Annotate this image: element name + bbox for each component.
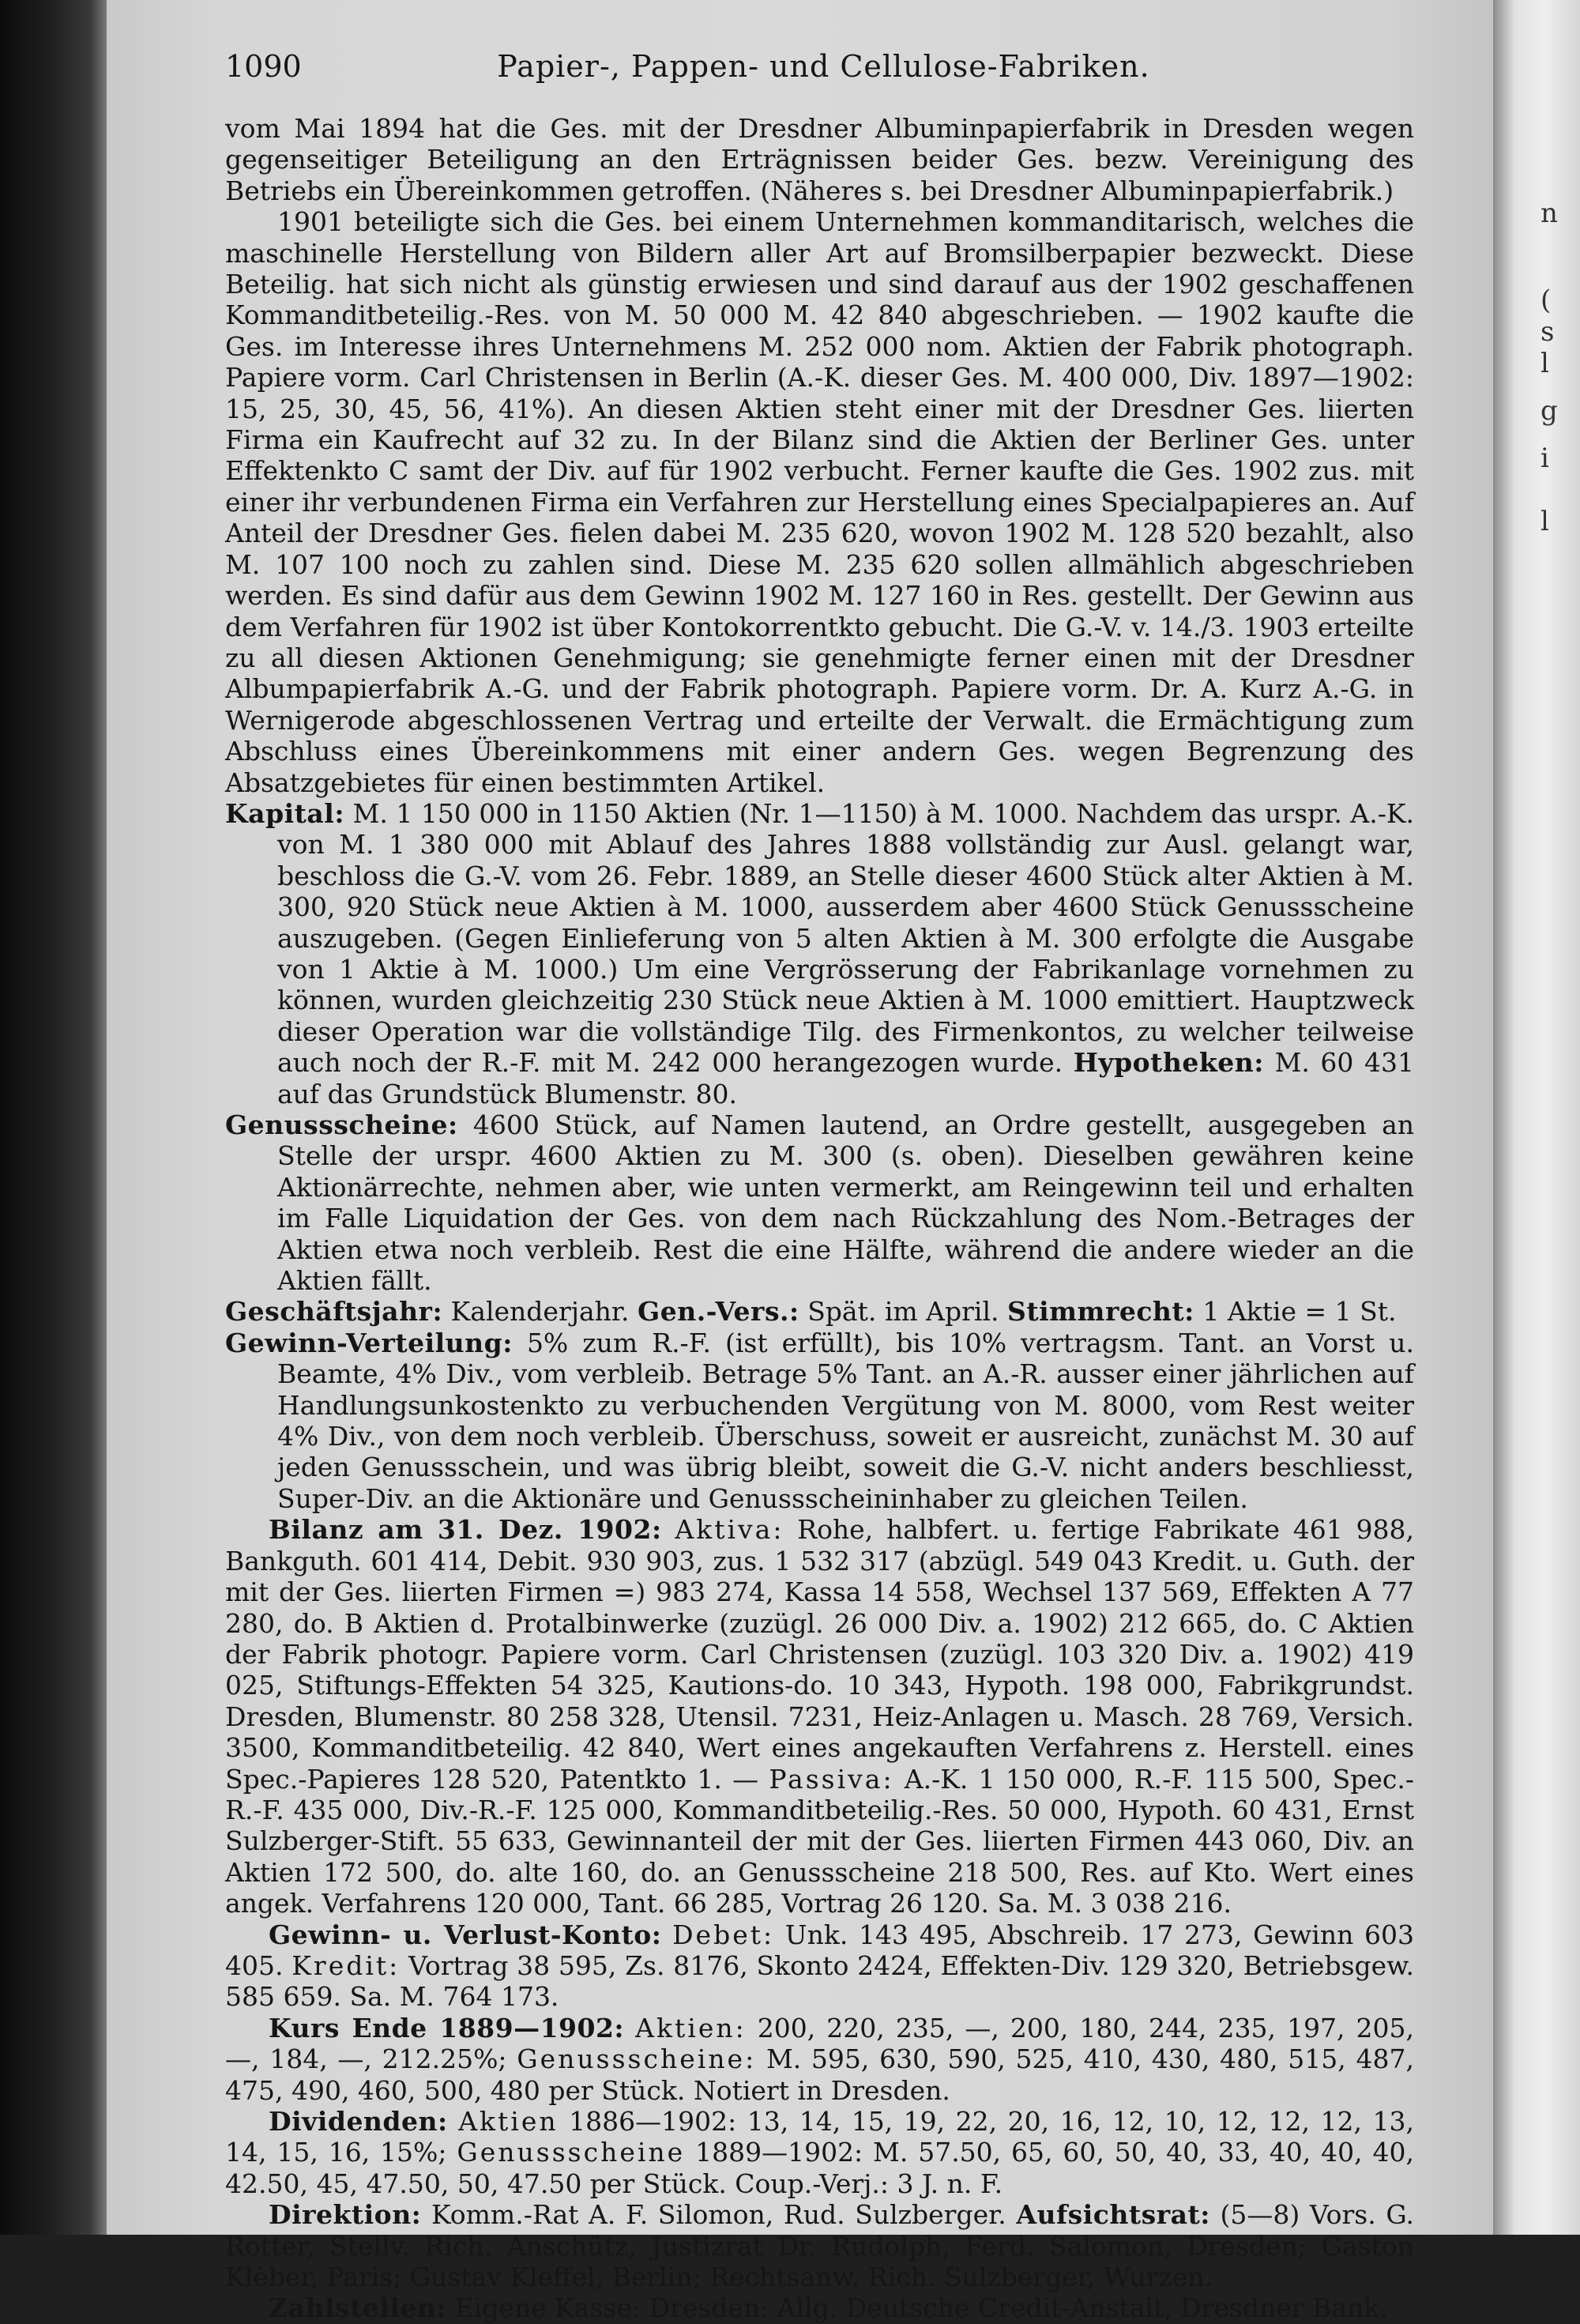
bilanz-label: Bilanz am 31. Dez. 1902: — [269, 1514, 662, 1546]
aktiva-text: Rohe, halbfert. u. fertige Fabrikate 461 988, Bankguth. 601 414, Debit. 930 903, zus. 1 532 317 (abzügl. 549 043 Kredit. u. Guth. der mit der Ges. liierten Firmen =) 983 274, Kassa 14 558, Wechsel 137 569, Effekten A 77 280, do. B Aktien d. Protalbinwerke (zuzügl. 26 000 Div. a. 1902) 212 665, do. C Aktien der Fabrik photogr. Papiere vorm. Carl Christensen (zuzügl. 103 320 Div. a. 1902) 419 025, Stiftungs-Effekten 54 325, Kautions-do. 10 343, Hypoth. 198 000, Fabrikgrundst. Dresden, Blumenstr. 80 258 328, Utensil. 7231, Heiz-Anlagen u. Masch. 28 769, Versich. 3500, Kommanditbeteilig. 42 840, Wert eines angekauften Verfahrens z. Herstell. eines Spec.-Papieres 128 520, Patentkto 1. — — [225, 1514, 1414, 1795]
stimmrecht-label: Stimmrecht: — [1007, 1296, 1194, 1328]
dividenden-aktien-label: Aktien — [458, 2106, 559, 2137]
passiva-label: Passiva: — [769, 1763, 894, 1795]
gewinn-verteilung-label: Gewinn-Verteilung: — [225, 1327, 513, 1358]
kapital-label: Kapital: — [225, 797, 345, 829]
edge-fragment: l — [1540, 348, 1549, 379]
stimmrecht-text: 1 Aktie = 1 St. — [1202, 1296, 1397, 1328]
edge-fragment: ( — [1540, 284, 1552, 316]
book-page — [107, 0, 1493, 2324]
aufsichtsrat-label: Aufsichtsrat: — [1016, 2199, 1210, 2231]
geschaeftsjahr-label: Geschäftsjahr: — [225, 1296, 443, 1328]
kapital-section — [225, 798, 1414, 1109]
geschaeftsjahr-text: Kalenderjahr. — [450, 1296, 630, 1328]
direktion-section — [225, 2199, 1414, 2292]
kredit-text: Vortrag 38 595, Zs. 8176, Skonto 2424, Effekten-Div. 129 320, Betriebsgew. 585 659. Sa. M. 764 173. — [225, 1949, 1415, 2013]
zahlstellen-label: Zahlstellen: — [269, 2292, 447, 2324]
aufsichtsrat-text: (5—8) Vors. G. Rotter, Stellv. Rich. Anschütz, Justizrat Dr. Rudolph, Ferd. Salomon, Dresden; Gaston Klèber, Paris; Gustav Kleffel, Berlin; Rechtsanw. Rich. Sulzberger, Wurzen. — [225, 2199, 1415, 2293]
kurs-aktien-label: Aktien: — [635, 2012, 747, 2043]
kurs-genuss-text: M. 595, 630, 590, 525, 410, 430, 480, 515, 487, 475, 490, 460, 500, 480 per Stück. Notiert in Dresden. — [225, 2043, 1414, 2106]
intro-paragraph-1: vom Mai 1894 hat die Ges. mit der Dresdner Albuminpapierfabrik in Dresden wegen gegenseitiger Beteiligung an den Erträgnissen beider Ges. bezw. Vereinigung des Betriebs ein Übereinkommen getroffen. (Näheres s. bei Dresdner Albuminpapierfabrik.) — [225, 113, 1414, 206]
scan-right-margin — [1493, 0, 1580, 2235]
bilanz-section — [225, 1514, 1414, 1919]
gewinn-verteilung-text: 5% zum R.-F. (ist erfüllt), bis 10% vertragsm. Tant. an Vorst u. Beamte, 4% Div., vom verbleib. Betrage 5% Tant. an A.-R. ausser einer jährlichen auf Handlungsunkostenkto zu verbuchenden Vergütung von M. 8000, vom Rest weiter 4% Div., von dem noch verbleib. Überschuss, soweit er ausreicht, zunächst M. 30 auf jeden Genussschein, und was übrig bleibt, soweit die G.-V. nicht anders beschliesst, Super-Div. an die Aktionäre und Genussscheininhaber zu gleichen Teilen. — [277, 1327, 1415, 1514]
zahlstellen-text: Eigene Kasse: Dresden: Allg. Deutsche Credit-Anstalt, Dresdner Bank. — [454, 2292, 1388, 2324]
kurs-genuss-label: Genussscheine: — [517, 2043, 757, 2075]
dividenden-genuss-text: 1889—1902: M. 57.50, 65, 60, 50, 40, 33, 40, 40, 40, 42.50, 45, 47.50, 50, 47.50 per Stück. Coup.-Verj.: 3 J. n. F. — [225, 2137, 1414, 2199]
gen-vers-label: Gen.-Vers.: — [638, 1296, 799, 1328]
dividenden-genuss-label: Genussscheine — [457, 2137, 686, 2168]
genussscheine-label: Genussscheine: — [225, 1109, 458, 1140]
kurs-section — [225, 2013, 1414, 2106]
scan-left-margin — [0, 0, 107, 2235]
debet-label: Debet: — [672, 1919, 775, 1950]
dividenden-section — [225, 2106, 1414, 2199]
page-title: Papier-, Pappen- und Cellulose-Fabriken. — [497, 49, 1150, 84]
edge-fragment: l — [1540, 506, 1549, 537]
kurs-label: Kurs Ende 1889—1902: — [269, 2012, 625, 2043]
genussscheine-section — [225, 1109, 1414, 1296]
edge-fragment: g — [1540, 395, 1558, 427]
edge-fragment: n — [1540, 198, 1558, 229]
dividenden-label: Dividenden: — [269, 2106, 448, 2137]
passiva-text: A.-K. 1 150 000, R.-F. 115 500, Spec.-R.-F. 435 000, Div.-R.-F. 125 000, Kommanditbeteilig.-Res. 50 000, Hypoth. 60 431, Ernst Sulzberger-Stift. 55 633, Gewinnanteil der mit der Ges. liierten Firmen 443 060, Div. an Aktien 172 500, do. alte 160, do. an Genussscheine 218 500, Res. auf Kto. Wert eines angek. Verfahrens 120 000, Tant. 66 285, Vortrag 26 120. Sa. M. 3 038 216. — [225, 1763, 1414, 1919]
aktiva-label: Aktiva: — [675, 1514, 784, 1546]
intro-paragraph-2: 1901 beteiligte sich die Ges. bei einem Unternehmen kommanditarisch, welches die maschinelle Herstellung von Bildern aller Art auf Bromsilberpapier bezweckt. Diese Beteilig. hat sich nicht als günstig erwiesen und sind darauf aus der 1902 geschaffenen Kommanditbeteilig.-Res. von M. 50 000 M. 42 840 abgeschrieben. — 1902 kaufte die Ges. im Interesse ihres Unternehmens M. 252 000 nom. Aktien der Fabrik photograph. Papiere vorm. Carl Christensen in Berlin (A.-K. dieser Ges. M. 400 000, Div. 1897—1902: 15, 25, 30, 45, 56, 41%). An diesen Aktien steht einer mit der Dresdner Ges. liierten Firma ein Kaufrecht auf 32 zu. In der Bilanz sind die Aktien der Berliner Ges. unter Effektenkto C samt der Div. auf für 1902 verbucht. Ferner kaufte die Ges. 1902 zus. mit einer ihr verbundenen Firma ein Verfahren zur Herstellung eines Specialpapieres an. Auf Anteil der Dresdner Ges. fielen dabei M. 235 620, wovon 1902 M. 128 520 bezahlt, also M. 107 100 noch zu zahlen sind. Diese M. 235 620 sollen allmählich abgeschrieben werden. Es sind dafür aus dem Gewinn 1902 M. 127 160 in Res. gestellt. Der Gewinn aus dem Verfahren für 1902 ist über Kontokorrentkto gebucht. Die G.-V. v. 14./3. 1903 erteilte zu all diesen Aktionen Genehmigung; sie genehmigte ferner einen mit der Dresdner Albumpapierfabrik A.-G. und der Fabrik photograph. Papiere vorm. Dr. A. Kurz A.-G. in Wernigerode abgeschlossenen Vertrag und erteilte der Verwalt. die Ermächtigung zum Abschluss eines Übereinkommens mit einer andern Ges. wegen Begrenzung des Absatzgebietes für einen bestimmten Artikel. — [225, 206, 1414, 798]
kredit-label: Kredit: — [292, 1949, 401, 1981]
kapital-text: M. 1 150 000 in 1150 Aktien (Nr. 1—1150) à M. 1000. Nachdem das urspr. A.-K. von M. 1 380 000 mit Ablauf des Jahres 1888 vollständig zur Ausl. gelangt war, beschloss die G.-V. vom 26. Febr. 1889, an Stelle dieser 4600 Stück alter Aktien à M. 300, 920 Stück neue Aktien à M. 1000, ausserdem aber 4600 Stück Genussscheine auszugeben. (Gegen Einlieferung von 5 alten Aktien à M. 300 erfolgte die Ausgabe von 1 Aktie à M. 1000.) Um eine Vergrösserung der Fabrikanlage vornehmen zu können, wurden gleichzeitig 230 Stück neue Aktien à M. 1000 emittiert. Hauptzweck dieser Operation war die vollständige Tilg. des Firmenkontos, zu welcher teilweise auch noch der R.-F. mit M. 242 000 herangezogen wurde. — [277, 797, 1414, 1079]
guv-section — [225, 1919, 1414, 2013]
guv-label: Gewinn- u. Verlust-Konto: — [269, 1919, 662, 1950]
genussscheine-text: 4600 Stück, auf Namen lautend, an Ordre gestellt, ausgegeben an Stelle der urspr. 4600 Aktien zu M. 300 (s. oben). Dieselben gewähren keine Aktionärrechte, nehmen aber, wie unten vermerkt, am Reingewinn teil und erhalten im Falle Liquidation der Ges. von dem nach Rückzahlung des Nom.-Betrages der Aktien etwa noch verbleib. Rest die eine Hälfte, während die andere wieder an die Aktien fällt. — [277, 1109, 1414, 1297]
kurs-aktien-text: 200, 220, 235, —, 200, 180, 244, 235, 197, 205, —, 184, —, 212.25%; — [225, 2012, 1415, 2075]
edge-fragment: i — [1540, 443, 1549, 474]
running-head — [225, 44, 1422, 89]
dividenden-aktien-text: 1886—1902: 13, 14, 15, 19, 22, 20, 16, 12, 10, 12, 12, 12, 13, 14, 15, 16, 15%; — [225, 2106, 1415, 2168]
hypotheken-label: Hypotheken: — [1073, 1047, 1264, 1079]
company-entry — [225, 113, 1415, 2324]
page-number: 1090 — [225, 49, 302, 84]
direktion-label: Direktion: — [269, 2199, 422, 2231]
geschaeftsjahr-line — [225, 1296, 1414, 1327]
gen-vers-text: Spät. im April. — [807, 1296, 999, 1328]
zahlstellen-section — [225, 2292, 1414, 2323]
debet-text: Unk. 143 495, Abschreib. 17 273, Gewinn 603 405. — [225, 1919, 1414, 1981]
direktion-text: Komm.-Rat A. F. Silomon, Rud. Sulzberger. — [431, 2199, 1006, 2231]
edge-fragment: s — [1540, 316, 1555, 348]
hypotheken-text: M. 60 431 auf das Grundstück Blumenstr. 80. — [277, 1047, 1415, 1109]
gewinn-verteilung-section — [225, 1328, 1414, 1514]
